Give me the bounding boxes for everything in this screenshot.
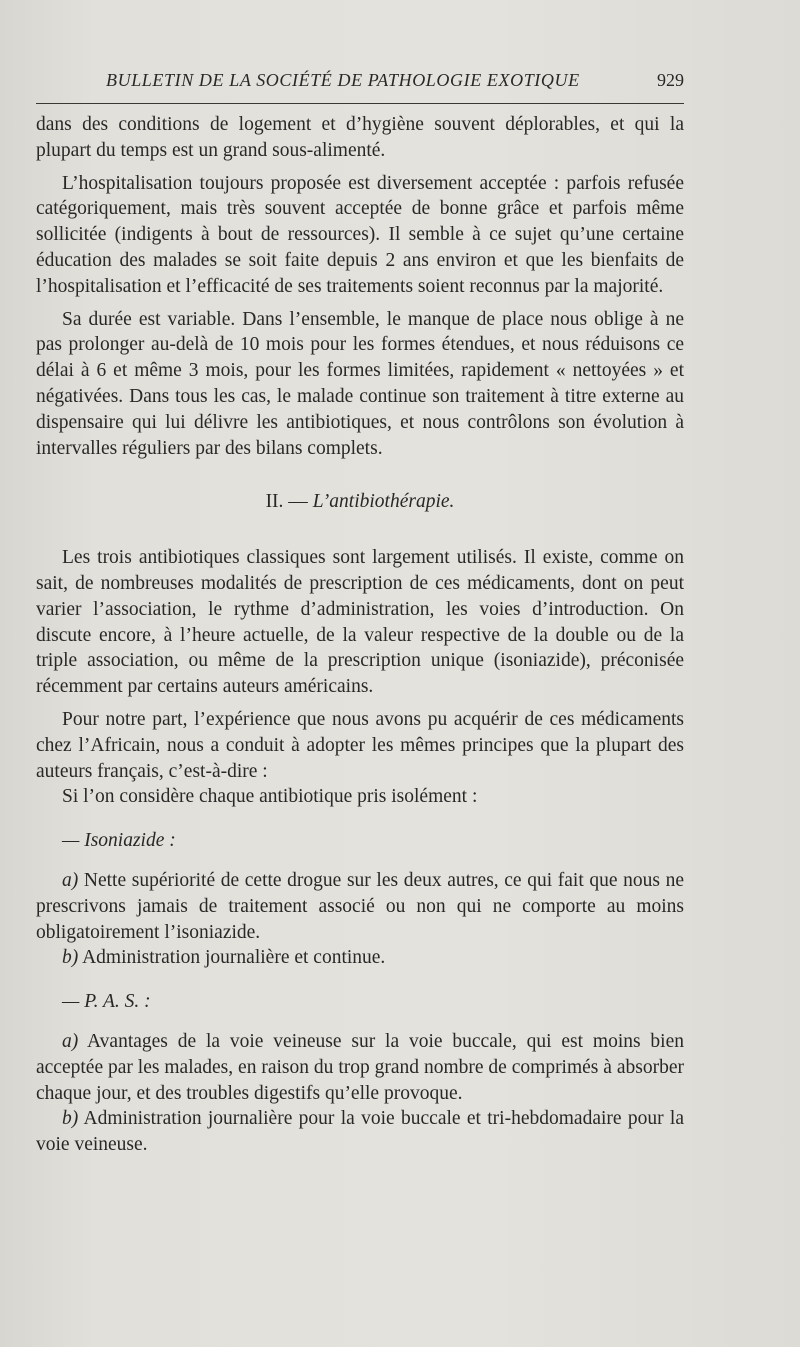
- page-number: 929: [657, 70, 684, 90]
- subheading-isoniazide: — Isoniazide :: [62, 830, 176, 852]
- paragraph-continuation: dans des conditions de logement et d’hygiène souvent déplorables, et qui la plupart du temps est un grand sous-alimenté.: [36, 114, 684, 161]
- item-isoniazide-a: [36, 868, 684, 945]
- item-text: Avantages de la voie veineuse sur la voie buccale, qui est moins bien acceptée par les malades, en raison du trop grand nombre de comprimés à absorber chaque jour, et des troubles digestifs qu’elle provoque.: [36, 1030, 684, 1104]
- item-text: Administration journalière et continue.: [82, 947, 386, 969]
- section-title: L’antibiothérapie.: [312, 491, 455, 513]
- item-label: a): [62, 1030, 79, 1052]
- running-title: BULLETIN DE LA SOCIÉTÉ DE PATHOLOGIE EXOTIQUE: [106, 70, 580, 90]
- paragraph-hospitalisation: L’hospitalisation toujours proposée est diversement acceptée : parfois refusée catégoriquement, mais très souvent acceptée de bonne grâce et parfois même sollicitée (indigents à bout de ressources). Il semble à ce sujet qu’une certaine éducation des malades se soit faite depuis 2 ans environ et que les bienfaits de l’hospitalisation et l’efficacité de ses traitements soient reconnus par la majorité.: [36, 172, 684, 297]
- section-heading: [36, 489, 684, 515]
- paragraph-duree: Sa durée est variable. Dans l’ensemble, le manque de place nous oblige à ne pas prolonger au-delà de 10 mois pour les formes étendues, et nous réduisons ce délai à 6 et même 3 mois, pour les formes limitées, rapidement « nettoyées » et négativées. Dans tous les cas, le malade continue son traitement à titre externe au dispensaire qui lui délivre les antibiotiques, et nous contrôlons son évolution à intervalles réguliers par des bilans complets.: [36, 308, 684, 459]
- section-number: II. —: [265, 491, 308, 513]
- subheading-pas: — P. A. S. :: [62, 991, 151, 1013]
- item-text: Administration journalière pour la voie buccale et tri-hebdomadaire pour la voie veineuse.: [36, 1108, 684, 1156]
- item-label: b): [62, 947, 79, 969]
- item-label: b): [62, 1108, 79, 1130]
- item-text: Nette supériorité de cette drogue sur les deux autres, ce qui fait que nous ne prescrivons jamais de traitement associé ou non qui ne comporte au moins obligatoirement l’isoniazide.: [36, 869, 684, 943]
- paragraph-isolement: Si l’on considère chaque antibiotique pris isolément :: [62, 786, 478, 808]
- page-header: [36, 70, 684, 94]
- item-pas-b: [36, 1106, 684, 1158]
- item-label: a): [62, 869, 79, 891]
- paragraph-notre-part: Pour notre part, l’expérience que nous avons pu acquérir de ces médicaments chez l’Africain, nous a conduit à adopter les mêmes principes que la plupart des auteurs français, c’est-à-dire :: [36, 708, 684, 782]
- header-rule: [36, 103, 684, 104]
- item-isoniazide-b: [36, 945, 684, 971]
- body-text: [36, 112, 684, 1158]
- paragraph-antibiotiques: Les trois antibiotiques classiques sont largement utilisés. Il existe, comme on sait, de nombreuses modalités de prescription de ces médicaments, dont on peut varier l’association, le rythme d’administration, les voies d’introduction. On discute encore, à l’heure actuelle, de la valeur respective de la double ou de la triple association, ou même de la prescription unique (isoniazide), préconisée récemment par certains auteurs américains.: [36, 547, 684, 698]
- item-pas-a: [36, 1029, 684, 1106]
